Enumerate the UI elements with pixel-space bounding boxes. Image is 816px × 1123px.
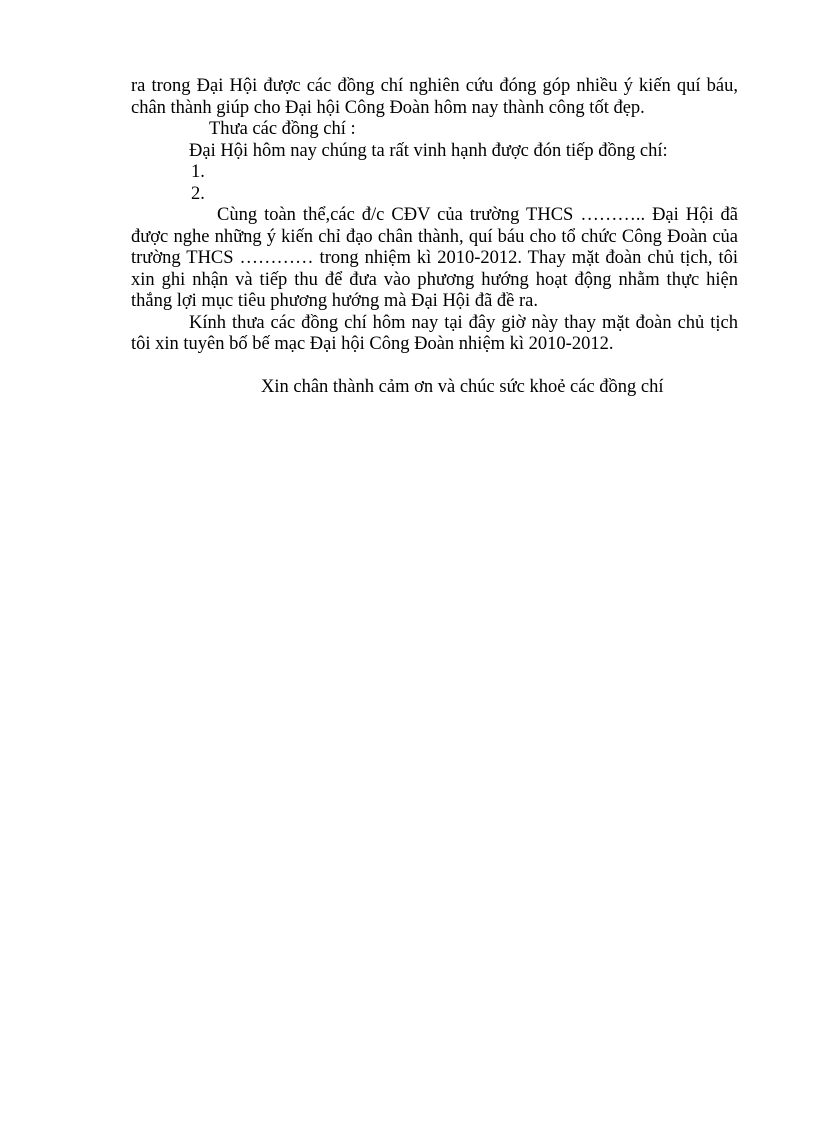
paragraph-thanks: Cùng toàn thể,các đ/c CĐV của trường THCS ……….. Đại Hội đã được nghe những ý kiến chỉ đạo chân thành, quí báu cho tổ chức Công Đoàn của trường THCS ………… trong nhiệm kì 2010-2012. Thay mặt đoàn chủ tịch, tôi xin ghi nhận và tiếp thu để đưa vào phương hướng hoạt động nhằm thực hiện thắng lợi mục tiêu phương hướng mà Đại Hội đã đề ra. <box>131 205 738 311</box>
list-item-2: 2. <box>191 183 205 204</box>
intro-line: Đại Hội hôm nay chúng ta rất vinh hạnh được đón tiếp đồng chí: <box>189 140 668 161</box>
closing-line: Xin chân thành cảm ơn và chúc sức khoẻ các đồng chí <box>261 376 664 397</box>
paragraph-closing: Kính thưa các đồng chí hôm nay tại đây giờ này thay mặt đoàn chủ tịch tôi xin tuyên bố bế mạc Đại hội Công Đoàn nhiệm kì 2010-2012. <box>131 312 738 354</box>
salutation-line: Thưa các đồng chí : <box>209 119 356 139</box>
paragraph-opening: ra trong Đại Hội được các đồng chí nghiên cứu đóng góp nhiều ý kiến quí báu, chân thành giúp cho Đại hội Công Đoàn hôm nay thành công tốt đẹp. <box>131 76 738 118</box>
list-item-1: 1. <box>191 162 205 182</box>
document-body <box>131 76 738 398</box>
